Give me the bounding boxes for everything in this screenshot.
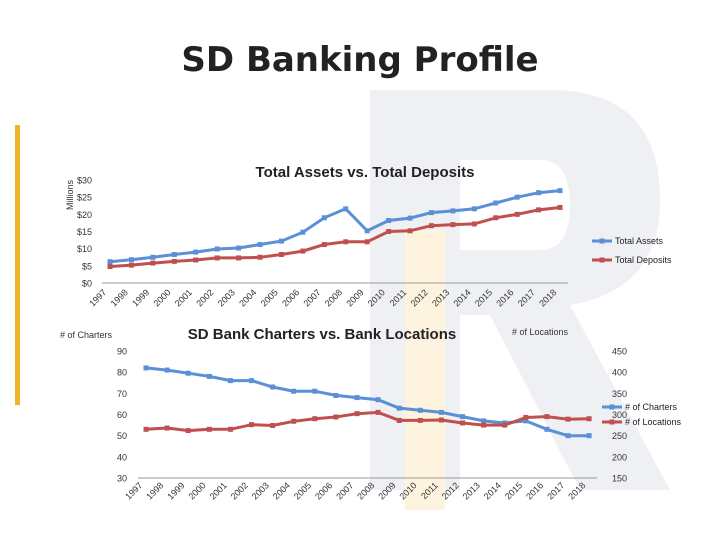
chart2-data-point bbox=[186, 371, 191, 376]
chart2-y2tick-label: 350 bbox=[612, 388, 628, 399]
chart2-ytick-label: 60 bbox=[116, 410, 127, 420]
chart2-data-point bbox=[376, 397, 381, 402]
chart1-xtick-label: 2014 bbox=[451, 287, 473, 309]
chart2-xtick-label: 2016 bbox=[524, 480, 546, 502]
chart2-xtick-label: 2006 bbox=[313, 480, 335, 502]
chart1-title: Total Assets vs. Total Deposits bbox=[255, 164, 475, 181]
chart2-legend-label: # of Locations bbox=[625, 417, 682, 427]
chart1-xtick-label: 2002 bbox=[194, 287, 216, 309]
chart1-ytick-label: $30 bbox=[76, 175, 92, 186]
chart2-data-point bbox=[418, 418, 423, 423]
chart2-data-point bbox=[397, 406, 402, 411]
chart2-data-point bbox=[312, 389, 317, 394]
chart2-data-point bbox=[355, 411, 360, 416]
slide-title: SD Banking Profile bbox=[181, 40, 539, 80]
chart1-xtick-label: 2001 bbox=[172, 287, 195, 309]
chart1-ytick-label: $5 bbox=[81, 261, 92, 272]
chart1-xtick-label: 2010 bbox=[365, 287, 388, 309]
chart2-data-point bbox=[439, 410, 444, 415]
chart2-xtick-label: 1998 bbox=[144, 480, 166, 502]
chart1-xtick-label: 2013 bbox=[430, 287, 452, 309]
chart1-legend-label: Total Deposits bbox=[615, 255, 672, 265]
chart2-xtick-label: 2010 bbox=[397, 480, 419, 502]
chart2-xtick-label: 1997 bbox=[123, 480, 145, 502]
chart2-ytick-label: 40 bbox=[116, 452, 127, 463]
chart2-data-point bbox=[566, 433, 571, 438]
chart2-data-point bbox=[544, 414, 549, 419]
chart2-data-point bbox=[228, 427, 233, 432]
chart1-xtick-label: 2009 bbox=[344, 287, 366, 309]
chart2-xtick-label: 2008 bbox=[355, 480, 377, 502]
chart2-data-point bbox=[228, 378, 233, 383]
chart2-legend-marker bbox=[610, 420, 615, 425]
chart2-data-point bbox=[249, 422, 254, 427]
chart1-xtick-label: 1998 bbox=[108, 287, 130, 309]
chart1-xtick-label: 2008 bbox=[322, 287, 345, 309]
chart2-xtick-label: 2014 bbox=[481, 480, 504, 502]
chart2-series bbox=[144, 365, 592, 438]
chart2-xtick-label: 2013 bbox=[460, 480, 483, 502]
chart2-data-point bbox=[207, 427, 212, 432]
chart2-data-point bbox=[418, 408, 423, 413]
chart2-data-point bbox=[333, 393, 338, 398]
chart2-left-axis-label: # of Charters bbox=[60, 330, 113, 340]
chart2-ytick-label: 90 bbox=[116, 346, 127, 357]
chart2-xtick-label: 1999 bbox=[165, 480, 187, 502]
chart2-data-point bbox=[312, 416, 317, 421]
chart2-data-point bbox=[439, 418, 444, 423]
chart1-xtick-label: 2006 bbox=[280, 287, 302, 309]
chart2-data-point bbox=[165, 426, 170, 431]
chart1-xtick-label: 2018 bbox=[537, 287, 559, 309]
chart1-xtick-label: 2005 bbox=[258, 287, 280, 309]
chart2-data-point bbox=[144, 427, 149, 432]
chart2-data-point bbox=[186, 428, 191, 433]
chart2-xtick-label: 2000 bbox=[186, 480, 208, 502]
chart2-data-point bbox=[397, 418, 402, 423]
chart2-ytick-label: 80 bbox=[116, 367, 127, 378]
chart1-ytick-label: $0 bbox=[81, 278, 92, 289]
chart1-ytick-label: $20 bbox=[76, 209, 92, 220]
chart2-ytick-label: 30 bbox=[116, 473, 127, 484]
chart2-data-point bbox=[502, 423, 507, 428]
chart2-xtick-label: 2011 bbox=[419, 480, 440, 502]
chart2-legend-marker bbox=[610, 405, 615, 410]
chart2-axes bbox=[117, 347, 627, 502]
chart2-title: SD Bank Charters vs. Bank Locations bbox=[187, 326, 457, 343]
chart2-y2tick-label: 250 bbox=[612, 431, 628, 442]
chart2-y2tick-label: 150 bbox=[612, 473, 628, 484]
chart2-xtick-label: 2001 bbox=[207, 480, 229, 502]
chart2-data-point bbox=[207, 374, 212, 379]
chart1-xtick-label: 2016 bbox=[494, 287, 516, 309]
chart2-data-point bbox=[587, 416, 592, 421]
chart2-data-point bbox=[523, 415, 528, 420]
chart2-xtick-label: 2004 bbox=[270, 480, 293, 502]
chart2-data-point bbox=[249, 378, 254, 383]
chart2-data-point bbox=[270, 423, 275, 428]
chart2-right-axis-label: # of Locations bbox=[512, 327, 569, 337]
chart2-xtick-label: 2012 bbox=[439, 480, 461, 502]
chart2-xtick-label: 2018 bbox=[566, 480, 588, 502]
chart1-xtick-label: 2004 bbox=[237, 287, 259, 309]
chart2-y2tick-label: 300 bbox=[612, 410, 628, 420]
chart1-xtick-label: 2000 bbox=[151, 287, 173, 309]
chart2-data-point bbox=[270, 384, 275, 389]
chart2-ytick-label: 70 bbox=[116, 388, 127, 399]
chart1-xtick-label: 2011 bbox=[387, 287, 409, 309]
chart2-xtick-label: 2005 bbox=[291, 480, 314, 502]
chart2-xtick-label: 2002 bbox=[228, 480, 250, 502]
chart2-xtick-label: 2007 bbox=[334, 480, 356, 502]
chart1-ytick-label: $25 bbox=[76, 192, 92, 203]
chart1-xtick-label: 1997 bbox=[87, 287, 109, 309]
chart1-xtick-label: 2017 bbox=[515, 287, 538, 309]
chart2-data-point bbox=[544, 427, 549, 432]
chart2-data-point bbox=[333, 415, 338, 420]
chart2-xtick-label: 2003 bbox=[249, 480, 272, 502]
chart2-xtick-label: 2017 bbox=[545, 480, 567, 502]
chart2-series-line bbox=[146, 368, 589, 436]
chart2-data-point bbox=[587, 433, 592, 438]
chart2-data-point bbox=[376, 410, 381, 415]
chart2-legend-label: # of Charters bbox=[625, 402, 678, 412]
chart2-data-point bbox=[144, 365, 149, 370]
chart2-y2tick-label: 450 bbox=[612, 346, 628, 357]
chart2-data-point bbox=[291, 419, 296, 424]
chart2-data-point bbox=[165, 368, 170, 373]
chart2-data-point bbox=[460, 420, 465, 425]
chart2-xtick-label: 2009 bbox=[376, 480, 398, 502]
chart1-xtick-label: 2003 bbox=[215, 287, 237, 309]
chart1-xtick-label: 1999 bbox=[130, 287, 152, 309]
chart2-data-point bbox=[566, 417, 571, 422]
chart2-data-point bbox=[291, 389, 296, 394]
chart2-y2tick-label: 400 bbox=[612, 367, 628, 378]
chart1-xtick-label: 2015 bbox=[472, 287, 495, 309]
chart1-ytick-label: $15 bbox=[76, 227, 92, 237]
chart2-data-point bbox=[460, 414, 465, 419]
chart2-data-point bbox=[355, 395, 360, 400]
chart2-data-point bbox=[481, 423, 486, 428]
chart1-xtick-label: 2007 bbox=[301, 287, 323, 309]
chart1-ylabel: Millions bbox=[65, 179, 75, 211]
chart1-ytick-label: $10 bbox=[76, 244, 92, 255]
chart2-xtick-label: 2015 bbox=[502, 480, 525, 502]
chart2-y2tick-label: 200 bbox=[612, 452, 628, 463]
chart2-ytick-label: 50 bbox=[116, 431, 127, 442]
chart1-xtick-label: 2012 bbox=[408, 287, 430, 309]
chart1-legend-label: Total Assets bbox=[615, 236, 664, 246]
